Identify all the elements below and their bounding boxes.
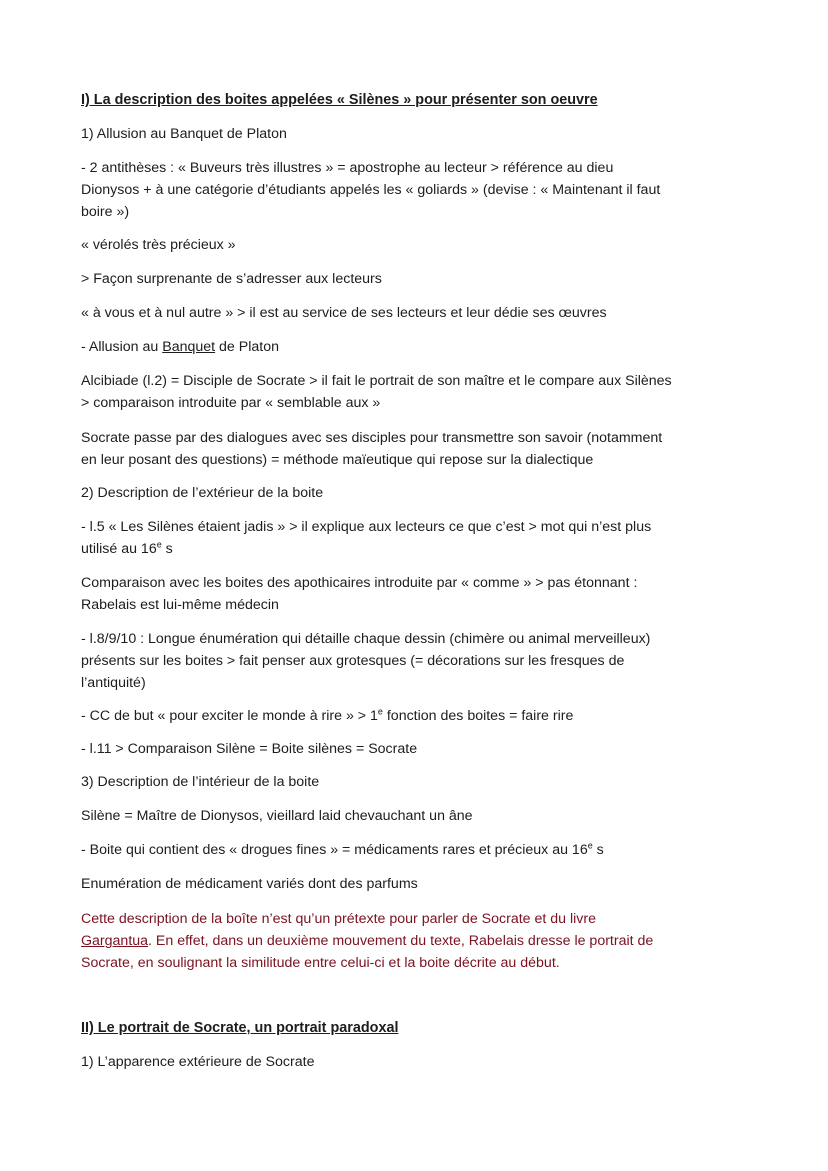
section-2-heading: II) Le portrait de Socrate, un portrait paradoxal [81,1020,399,1036]
text-segment: - Boite qui contient des « drogues fines » = médicaments rares et précieux au 16 [81,842,588,858]
paragraph-enumeration-medicaments: Enumération de médicament variés dont des parfums [81,876,418,892]
paragraph-silenes-jadis-line1: - l.5 « Les Silènes étaient jadis » > il explique aux lecteurs ce que c’est > mot qui n’est plus [81,519,652,535]
transition-line1: Cette description de la boîte n’est qu’un prétexte pour parler de Socrate et du livre [81,911,596,927]
subsection-1-1: 1) Allusion au Banquet de Platon [81,126,287,142]
paragraph-facon: > Façon surprenante de s’adresser aux lecteurs [81,271,382,287]
paragraph-comparaison-silene: - l.11 > Comparaison Silène = Boite silènes = Socrate [81,741,418,757]
paragraph-enumeration-line2: présents sur les boites > fait penser aux grotesques (= décorations sur les fresques de [81,653,625,669]
paragraph-enumeration-line1: - l.8/9/10 : Longue énumération qui détaille chaque dessin (chimère ou animal merveilleux) [81,631,651,647]
paragraph-veroles: « vérolés très précieux » [81,237,236,253]
text-segment: s [161,541,173,557]
subsection-1-3: 3) Description de l’intérieur de la boite [81,774,320,790]
superscript: e [377,706,383,717]
paragraph-alcibiade-line1: Alcibiade (l.2) = Disciple de Socrate > il fait le portrait de son maître et le compare aux Silènes [81,373,672,389]
paragraph-drogues-fines [81,840,604,860]
paragraph-alcibiade-line2: > comparaison introduite par « semblable aux » [81,395,381,411]
transition-line3: Socrate, en soulignant la similitude entre celui-ci et la boite décrite au début. [81,955,560,971]
paragraph-socrate-dialogues-line1: Socrate passe par des dialogues avec ses disciples pour transmettre son savoir (notamment [81,430,663,446]
paragraph-apothicaires-line1: Comparaison avec les boites des apothicaires introduite par « comme » > pas étonnant : [81,575,638,591]
text-segment: s [592,842,604,858]
text-segment: - CC de but « pour exciter le monde à rire » > 1 [81,708,378,724]
subsection-2-1: 1) L’apparence extérieure de Socrate [81,1054,315,1070]
superscript: e [156,539,162,550]
paragraph-antitheses-line3: boire ») [81,204,130,220]
banquet-underlined: Banquet [162,339,216,355]
allusion-suffix: de Platon [215,339,279,355]
paragraph-enumeration-line3: l’antiquité) [81,675,146,691]
paragraph-silenes-jadis-line2 [81,539,173,559]
superscript: e [587,840,593,851]
subsection-1-2: 2) Description de l’extérieur de la boite [81,485,324,501]
text-segment: . En effet, dans un deuxième mouvement du texte, Rabelais dresse le portrait de [148,933,654,949]
allusion-prefix: - Allusion au [81,339,163,355]
paragraph-silene-maitre: Silène = Maître de Dionysos, vieillard laid chevauchant un âne [81,808,473,824]
transition-line2 [81,931,653,951]
paragraph-antitheses-line1: - 2 antithèses : « Buveurs très illustres » = apostrophe au lecteur > référence au dieu [81,160,614,176]
paragraph-cc-de-but [81,706,573,726]
paragraph-antitheses-line2: Dionysos + à une catégorie d’étudiants appelés les « goliards » (devise : « Maintenant il faut [81,182,661,198]
text-segment: utilisé au 16 [81,541,157,557]
section-1-heading: I) La description des boites appelées « Silènes » pour présenter son oeuvre [81,92,598,108]
paragraph-allusion-banquet [81,337,279,357]
paragraph-a-vous: « à vous et à nul autre » > il est au service de ses lecteurs et leur dédie ses œuvres [81,305,607,321]
paragraph-apothicaires-line2: Rabelais est lui-même médecin [81,597,279,613]
paragraph-socrate-dialogues-line2: en leur posant des questions) = méthode maïeutique qui repose sur la dialectique [81,452,594,468]
gargantua-underlined: Gargantua [81,933,149,949]
text-segment: fonction des boites = faire rire [382,708,574,724]
